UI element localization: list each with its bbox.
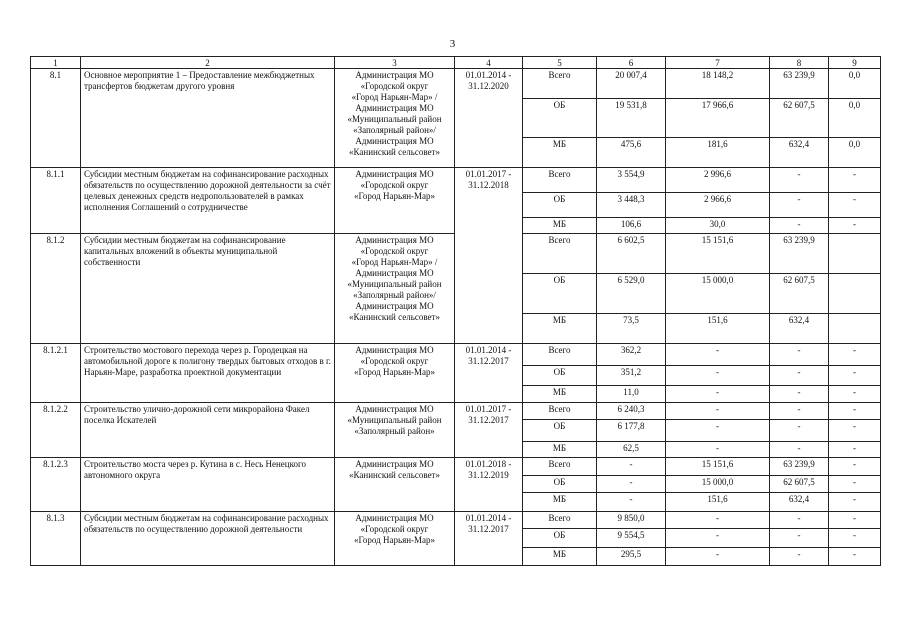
table-row <box>31 344 881 366</box>
amount-col-8: - <box>770 344 829 366</box>
funding-source: ОБ <box>523 476 597 493</box>
amount-col-7: - <box>666 442 770 458</box>
table-body <box>31 69 881 566</box>
funding-source: ОБ <box>523 420 597 442</box>
amount-col-9: 0,0 <box>829 69 881 99</box>
amount-col-9: - <box>829 403 881 420</box>
amount-col-6: 73,5 <box>597 314 666 344</box>
column-header: 8 <box>770 57 829 69</box>
amount-col-8: - <box>770 386 829 403</box>
row-code: 8.1.2.1 <box>31 344 81 403</box>
amount-col-6: - <box>597 458 666 476</box>
row-name: Субсидии местным бюджетам на софинансирование расходных обязательств по осуществлению дорожной деятельности за счёт целевых денежных средств недропользователей в рамках исполнения Соглашений о сотрудничестве <box>81 168 335 234</box>
amount-col-7: 18 148,2 <box>666 69 770 99</box>
amount-col-6: 6 240,3 <box>597 403 666 420</box>
amount-col-7: - <box>666 420 770 442</box>
amount-col-9: 0,0 <box>829 138 881 168</box>
row-executor: Администрация МО «Городской округ «Город Нарьян-Мар» <box>335 512 455 566</box>
table-row <box>31 403 881 420</box>
amount-col-7: 15 151,6 <box>666 458 770 476</box>
funding-source: Всего <box>523 69 597 99</box>
amount-col-8: 63 239,9 <box>770 69 829 99</box>
amount-col-7: 15 000,0 <box>666 476 770 493</box>
row-dates: 01.01.2014 - 31.12.2017 <box>455 512 523 566</box>
amount-col-6: - <box>597 493 666 512</box>
amount-col-9: - <box>829 420 881 442</box>
amount-col-6: 351,2 <box>597 366 666 386</box>
amount-col-7: 2 966,6 <box>666 193 770 218</box>
row-code: 8.1.2.3 <box>31 458 81 512</box>
row-name: Строительство мостового перехода через р. Городецкая на автомобильной дороге к полигону твердых бытовых отходов в г. Нарьян-Маре, разработка проектной документации <box>81 344 335 403</box>
column-header: 4 <box>455 57 523 69</box>
funding-source: ОБ <box>523 274 597 314</box>
row-executor: Администрация МО «Канинский сельсовет» <box>335 458 455 512</box>
column-header: 5 <box>523 57 597 69</box>
amount-col-6: 475,6 <box>597 138 666 168</box>
amount-col-6: 11,0 <box>597 386 666 403</box>
row-dates: 01.01.2017 - 31.12.2017 <box>455 403 523 458</box>
amount-col-8: - <box>770 403 829 420</box>
amount-col-8: - <box>770 168 829 193</box>
amount-col-7: 17 966,6 <box>666 99 770 138</box>
row-dates: 01.01.2018 - 31.12.2019 <box>455 458 523 512</box>
amount-col-7: - <box>666 344 770 366</box>
amount-col-8: 62 607,5 <box>770 99 829 138</box>
table-row <box>31 512 881 529</box>
amount-col-6: 9 850,0 <box>597 512 666 529</box>
amount-col-8: - <box>770 442 829 458</box>
amount-col-9: - <box>829 344 881 366</box>
amount-col-7: 151,6 <box>666 493 770 512</box>
amount-col-8: - <box>770 366 829 386</box>
amount-col-6: 106,6 <box>597 218 666 234</box>
row-name: Субсидии местным бюджетам на софинансирование капитальных вложений в объекты муниципальной собственности <box>81 234 335 344</box>
amount-col-7: 30,0 <box>666 218 770 234</box>
amount-col-8: 632,4 <box>770 493 829 512</box>
amount-col-7: 151,6 <box>666 314 770 344</box>
amount-col-6: 62,5 <box>597 442 666 458</box>
funding-source: МБ <box>523 548 597 566</box>
amount-col-7: - <box>666 366 770 386</box>
amount-col-9: - <box>829 366 881 386</box>
column-header: 2 <box>81 57 335 69</box>
funding-source: Всего <box>523 234 597 274</box>
amount-col-6: 6 602,5 <box>597 234 666 274</box>
funding-source: МБ <box>523 493 597 512</box>
row-executor: Администрация МО «Городской округ «Город Нарьян-Мар» / Администрация МО «Муниципальный район «Заполярный район»/ Администрация МО «Канинский сельсовет» <box>335 234 455 344</box>
funding-source: Всего <box>523 168 597 193</box>
funding-source: ОБ <box>523 529 597 548</box>
table-row <box>31 458 881 476</box>
amount-col-8: 62 607,5 <box>770 476 829 493</box>
amount-col-6: - <box>597 476 666 493</box>
amount-col-9 <box>829 314 881 344</box>
row-executor: Администрация МО «Муниципальный район «Заполярный район» <box>335 403 455 458</box>
amount-col-8: 632,4 <box>770 138 829 168</box>
row-code: 8.1.2 <box>31 234 81 344</box>
row-name: Строительство улично-дорожной сети микрорайона Факел поселка Искателей <box>81 403 335 458</box>
funding-source: ОБ <box>523 366 597 386</box>
funding-source: ОБ <box>523 193 597 218</box>
amount-col-6: 295,5 <box>597 548 666 566</box>
amount-col-6: 6 177,8 <box>597 420 666 442</box>
funding-source: Всего <box>523 458 597 476</box>
amount-col-7: - <box>666 512 770 529</box>
row-code: 8.1.3 <box>31 512 81 566</box>
row-name: Строительство моста через р. Кутина в с. Несь Ненецкого автономного округа <box>81 458 335 512</box>
amount-col-8: - <box>770 548 829 566</box>
funding-source: ОБ <box>523 99 597 138</box>
amount-col-7: - <box>666 386 770 403</box>
amount-col-8: - <box>770 529 829 548</box>
row-code: 8.1 <box>31 69 81 168</box>
amount-col-6: 3 554,9 <box>597 168 666 193</box>
amount-col-6: 19 531,8 <box>597 99 666 138</box>
funding-source: Всего <box>523 512 597 529</box>
funding-source: МБ <box>523 218 597 234</box>
row-executor: Администрация МО «Городской округ «Город Нарьян-Мар» <box>335 168 455 234</box>
amount-col-6: 20 007,4 <box>597 69 666 99</box>
amount-col-8: - <box>770 218 829 234</box>
amount-col-8: - <box>770 420 829 442</box>
amount-col-8: 63 239,9 <box>770 234 829 274</box>
amount-col-8: 63 239,9 <box>770 458 829 476</box>
amount-col-7: 15 000,0 <box>666 274 770 314</box>
amount-col-6: 6 529,0 <box>597 274 666 314</box>
amount-col-9: 0,0 <box>829 99 881 138</box>
row-dates: 01.01.2014 - 31.12.2020 <box>455 69 523 168</box>
funding-source: МБ <box>523 314 597 344</box>
amount-col-6: 362,2 <box>597 344 666 366</box>
funding-source: Всего <box>523 403 597 420</box>
amount-col-7: - <box>666 403 770 420</box>
funding-source: МБ <box>523 442 597 458</box>
row-executor: Администрация МО «Городской округ «Город Нарьян-Мар» <box>335 344 455 403</box>
funding-source: МБ <box>523 138 597 168</box>
amount-col-9: - <box>829 548 881 566</box>
table-row <box>31 168 881 193</box>
amount-col-7: 181,6 <box>666 138 770 168</box>
budget-table <box>30 56 881 566</box>
column-header: 7 <box>666 57 770 69</box>
row-name: Субсидии местным бюджетам на софинансирование расходных обязательств по осуществлению дорожной деятельности <box>81 512 335 566</box>
amount-col-9: - <box>829 529 881 548</box>
amount-col-6: 3 448,3 <box>597 193 666 218</box>
column-header: 6 <box>597 57 666 69</box>
row-dates: 01.01.2014 - 31.12.2017 <box>455 344 523 403</box>
amount-col-9: - <box>829 193 881 218</box>
page-number: 3 <box>449 38 456 50</box>
amount-col-8: 632,4 <box>770 314 829 344</box>
amount-col-6: 9 554,5 <box>597 529 666 548</box>
row-name: Основное мероприятие 1 – Предоставление межбюджетных трансфертов бюджетам другого уровня <box>81 69 335 168</box>
column-header: 9 <box>829 57 881 69</box>
amount-col-7: 2 996,6 <box>666 168 770 193</box>
row-executor: Администрация МО «Городской округ «Город Нарьян-Мар» / Администрация МО «Муниципальный район «Заполярный район»/ Администрация МО «Канинский сельсовет» <box>335 69 455 168</box>
amount-col-9: - <box>829 458 881 476</box>
funding-source: Всего <box>523 344 597 366</box>
amount-col-8: 62 607,5 <box>770 274 829 314</box>
row-code: 8.1.2.2 <box>31 403 81 458</box>
amount-col-8: - <box>770 193 829 218</box>
amount-col-7: - <box>666 548 770 566</box>
amount-col-9: - <box>829 493 881 512</box>
row-code: 8.1.1 <box>31 168 81 234</box>
column-header: 1 <box>31 57 81 69</box>
amount-col-9: - <box>829 218 881 234</box>
amount-col-9 <box>829 274 881 314</box>
column-header: 3 <box>335 57 455 69</box>
amount-col-8: - <box>770 512 829 529</box>
amount-col-9: - <box>829 512 881 529</box>
funding-source: МБ <box>523 386 597 403</box>
header-row <box>31 57 881 69</box>
amount-col-7: - <box>666 529 770 548</box>
amount-col-9 <box>829 234 881 274</box>
amount-col-9: - <box>829 476 881 493</box>
amount-col-9: - <box>829 386 881 403</box>
amount-col-7: 15 151,6 <box>666 234 770 274</box>
row-dates: 01.01.2017 - 31.12.2018 <box>455 168 523 344</box>
amount-col-9: - <box>829 168 881 193</box>
amount-col-9: - <box>829 442 881 458</box>
table-row <box>31 69 881 99</box>
